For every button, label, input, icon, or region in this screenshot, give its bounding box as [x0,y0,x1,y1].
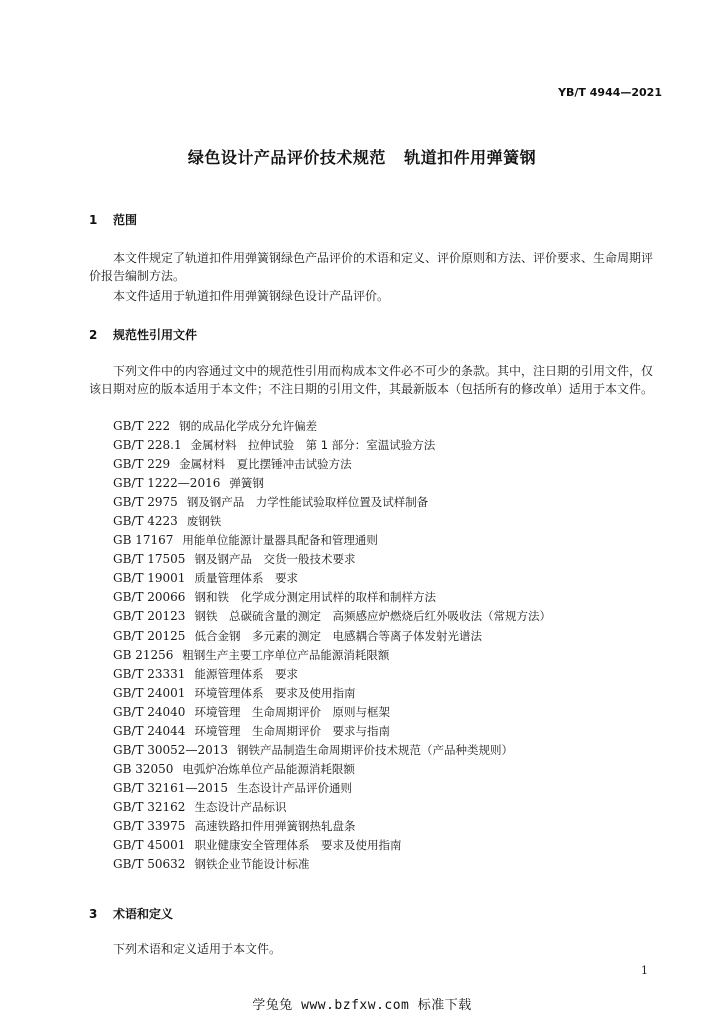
reference-list [113,417,551,874]
section-3-paragraph-1: 下列术语和定义适用于本文件。 [113,942,282,956]
document-title: 绿色设计产品评价技术规范 轨道扣件用弹簧钢 [187,148,537,167]
reference-item [113,703,551,722]
reference-name: 用能单位能源计量器具配备和管理通则 [182,533,378,548]
reference-item [113,607,551,626]
reference-code: GB 17167 [113,533,174,548]
reference-name: 钢铁企业节能设计标准 [194,857,310,872]
reference-name: 弹簧钢 [229,476,264,491]
standard-code: YB/T 4944—2021 [558,86,662,99]
reference-item [113,493,551,512]
reference-name: 环境管理体系 要求及使用指南 [194,685,356,700]
reference-name: 金属材料 夏比摆锤冲击试验方法 [179,457,352,472]
reference-code: GB/T 2975 [113,495,178,510]
reference-code: GB 21256 [113,647,174,662]
section-1-paragraph-1: 本文件规定了轨道扣件用弹簧钢绿色产品评价的术语和定义、评价原则和方法、评价要求、生命周期评价报告编制方法。 [89,251,654,284]
reference-item [113,455,551,474]
reference-item [113,531,551,550]
reference-item [113,665,551,684]
reference-code: GB/T 1222—2016 [113,476,221,491]
reference-item [113,855,551,874]
reference-item [113,474,551,493]
section-number: 3 [89,907,98,921]
reference-name: 生态设计产品评价通则 [236,780,352,795]
reference-item [113,779,551,798]
reference-code: GB/T 33975 [113,818,186,833]
reference-name: 钢铁产品制造生命周期评价技术规范（产品种类规则） [236,742,513,757]
section-title: 范围 [113,213,138,227]
reference-code: GB/T 24001 [113,685,186,700]
reference-name: 生态设计产品标识 [194,799,287,814]
reference-name: 钢及钢产品 力学性能试验取样位置及试样制备 [186,495,429,510]
reference-name: 钢铁 总碳硫含量的测定 高频感应炉燃烧后红外吸收法（常规方法） [194,609,551,624]
reference-item [113,741,551,760]
reference-code: GB/T 229 [113,457,171,472]
reference-name: 废钢铁 [186,514,222,529]
reference-name: 钢及钢产品 交货一般技术要求 [194,552,356,567]
section-2-heading [89,326,197,343]
reference-name: 环境管理 生命周期评价 要求与指南 [194,723,390,738]
reference-code: GB/T 24040 [113,704,186,719]
reference-name: 高速铁路扣件用弹簧钢热轧盘条 [194,818,356,833]
reference-code: GB/T 17505 [113,552,186,567]
reference-code: GB/T 45001 [113,838,186,853]
reference-code: GB/T 23331 [113,666,186,681]
reference-item [113,588,551,607]
reference-item [113,760,551,779]
reference-item [113,550,551,569]
reference-item [113,798,551,817]
reference-code: GB/T 32162 [113,799,186,814]
section-title: 术语和定义 [113,907,174,921]
section-1-heading [89,211,137,228]
reference-item [113,569,551,588]
reference-name: 电弧炉冶炼单位产品能源消耗限额 [182,761,355,776]
reference-name: 低合金钢 多元素的测定 电感耦合等离子体发射光谱法 [194,628,482,643]
site-watermark: 学兔兔 www.bzfxw.com 标准下载 [252,998,472,1013]
section-number: 1 [89,213,98,227]
reference-code: GB/T 50632 [113,857,186,872]
reference-item [113,436,551,455]
reference-name: 能源管理体系 要求 [194,666,298,681]
section-2-paragraph-1: 下列文件中的内容通过文中的规范性引用而构成本文件必不可少的条款。其中，注日期的引用文件，仅该日期对应的版本适用于本文件；不注日期的引用文件，其最新版本（包括所有的修改单）适用于本文件。 [89,364,654,397]
reference-code: GB/T 228.1 [113,438,182,453]
reference-name: 钢的成品化学成分允许偏差 [179,419,318,433]
reference-code: GB/T 30052—2013 [113,742,228,757]
reference-code: GB/T 24044 [113,723,186,738]
reference-item [113,684,551,703]
section-3-heading [89,905,173,922]
reference-item [113,627,551,646]
reference-code: GB/T 20066 [113,590,186,605]
reference-item [113,722,551,741]
reference-code: GB/T 19001 [113,571,186,586]
reference-name: 职业健康安全管理体系 要求及使用指南 [194,838,402,853]
reference-name: 质量管理体系 要求 [194,571,298,586]
section-title: 规范性引用文件 [113,328,198,342]
reference-name: 环境管理 生命周期评价 原则与框架 [194,704,390,719]
reference-item [113,817,551,836]
reference-name: 粗钢生产主要工序单位产品能源消耗限额 [182,647,390,662]
reference-item [113,836,551,855]
section-1-paragraph-2: 本文件适用于轨道扣件用弹簧钢绿色设计产品评价。 [113,289,390,303]
reference-code: GB/T 20125 [113,628,186,643]
reference-code: GB/T 222 [113,419,171,433]
reference-code: GB/T 32161—2015 [113,780,228,795]
reference-code: GB/T 4223 [113,514,178,529]
reference-name: 钢和铁 化学成分测定用试样的取样和制样方法 [194,590,436,605]
page-number: 1 [641,964,648,977]
reference-item [113,417,551,436]
reference-code: GB/T 20123 [113,609,186,624]
reference-name: 金属材料 拉伸试验 第 1 部分：室温试验方法 [190,438,436,453]
reference-item [113,512,551,531]
reference-item [113,646,551,665]
section-number: 2 [89,328,98,342]
reference-code: GB 32050 [113,761,174,776]
